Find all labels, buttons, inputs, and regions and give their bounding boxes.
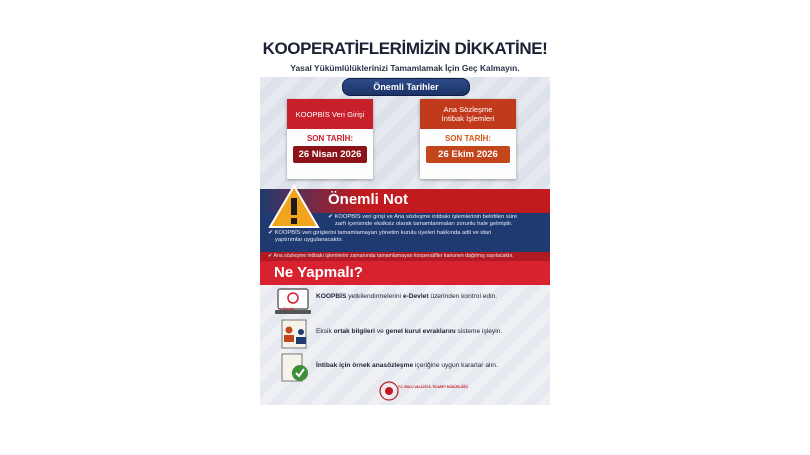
step-bold: KOOPBİS <box>316 293 347 300</box>
documents-people-icon <box>274 319 312 349</box>
poster-subtitle: Yasal Yükümlülüklerinizi Tamamlamak İçin Geç Kalmayın. <box>290 63 520 73</box>
dates-banner: Önemli Tarihler <box>342 78 470 96</box>
step-plain: üzerinden kontrol edin. <box>428 293 498 300</box>
card-heading-line: Ana Sözleşme <box>443 105 493 114</box>
card-heading: KOOPBİS Veri Girişi <box>287 99 373 129</box>
card-heading-line: İntibak İşlemleri <box>441 114 495 123</box>
step-bold: genel kurul evraklarını <box>385 328 456 335</box>
step-plain: sisteme işleyin. <box>455 328 503 335</box>
edevlet-label: e-Devlet <box>280 307 294 311</box>
deadline-label: SON TARİH: <box>444 134 492 143</box>
warning-icon <box>268 184 320 230</box>
step-text <box>316 362 498 369</box>
note-line: ✔ KOOPBİS veri girişlerini tamamlamayan yönetim kurulu üyeleri hakkında adli ve idari <box>268 230 492 236</box>
announcement-poster <box>260 33 550 405</box>
step-text <box>316 293 497 300</box>
card-heading <box>420 99 516 129</box>
step-bold: ortak bilgileri <box>333 328 375 335</box>
checklist-icon <box>274 353 312 383</box>
step-plain: ve <box>375 328 386 335</box>
note-line: ✔ Ana sözleşme intibakı işlemlerini zamanında tamamlamayan kooperatifler kanunen dağılmış sayılacaktır. <box>268 253 514 259</box>
step-bold: İntibak için örnek anasözleşme <box>316 362 414 369</box>
note-title: Önemli Not <box>328 191 409 208</box>
deadline-date: 26 Nisan 2026 <box>293 146 367 163</box>
intibak-deadline-card <box>420 99 516 179</box>
footer-org: T.C. BOLU VALİLİĞİ İL TİCARET MÜDÜRLÜĞÜ <box>398 385 468 389</box>
what-to-do-title: Ne Yapmalı? <box>274 264 363 281</box>
koopbis-deadline-card <box>287 99 373 179</box>
poster-title: KOOPERATİFLERİMİZİN DİKKATİNE! <box>262 39 548 58</box>
note-line: ✔ KOOPBİS veri girişi ve Ana sözleşme intibakı işlemlerinin belirtilen süre <box>328 214 518 220</box>
note-line: zarfı içerisinde eksiksiz olarak tamamlanmaları zorunlu hale gelmiştir. <box>335 221 513 227</box>
step-plain: yetkilendirmelerini <box>346 293 403 300</box>
note-line: yaptırımlar uygulanacaktır. <box>275 237 343 243</box>
step-plain: Eksik <box>316 328 334 335</box>
ministry-logo-icon <box>378 380 424 402</box>
step-plain: içeriğine uygun kararlar alın. <box>413 362 498 369</box>
step-bold: e-Devlet <box>402 293 429 300</box>
deadline-label: SON TARİH: <box>306 134 354 143</box>
step-text <box>316 328 502 335</box>
deadline-date: 26 Ekim 2026 <box>426 146 510 163</box>
